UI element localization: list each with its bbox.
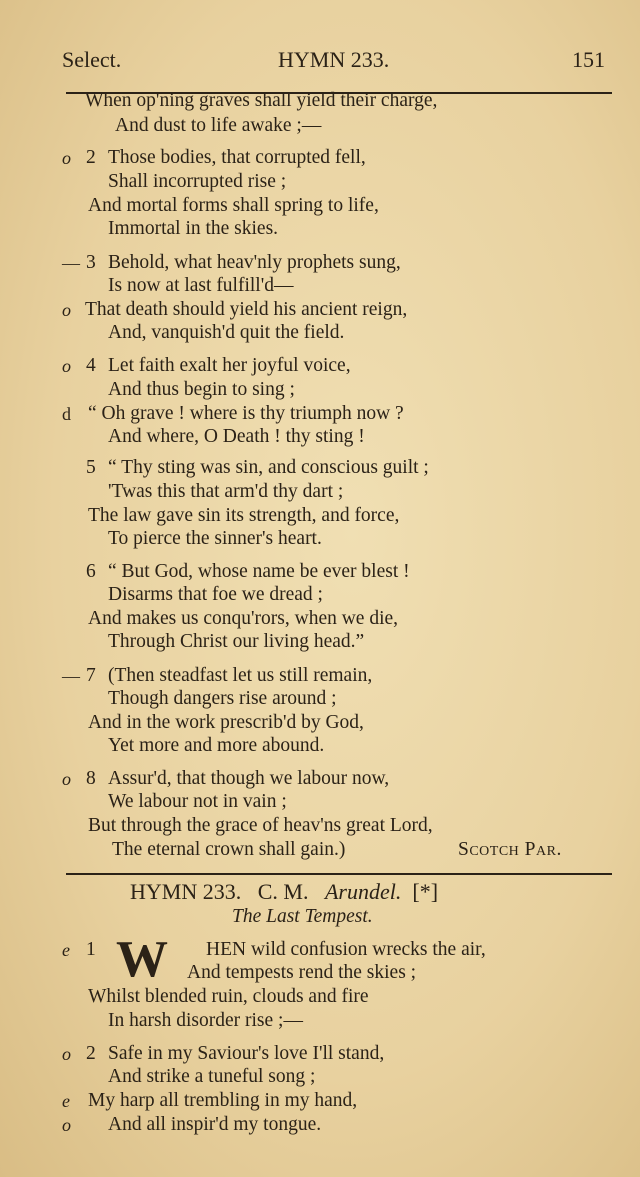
verse-line: Behold, what heav'nly prophets sung, [108, 252, 401, 273]
attribution: Scotch Par. [458, 839, 562, 860]
verse-line: (Then steadfast let us still remain, [108, 665, 373, 686]
verse-line: Let faith exalt her joyful voice, [108, 355, 351, 376]
dynamic-marker: o [62, 356, 71, 376]
verse-line: And strike a tuneful song ; [108, 1066, 316, 1087]
dynamic-marker: o [62, 148, 71, 168]
verse-line: But through the grace of heav'ns great Lord, [88, 815, 433, 836]
dynamic-marker: e [62, 940, 70, 960]
verse-line: And all inspir'd my tongue. [108, 1114, 322, 1135]
verse-number: 8 [86, 768, 96, 789]
verse-number: 7 [86, 665, 96, 686]
verse-line: When op'ning graves shall yield their charge, [85, 90, 438, 111]
verse-line: HEN wild confusion wrecks the air, [206, 939, 486, 960]
section-label: Select. [62, 47, 122, 72]
verse-number: 6 [86, 561, 96, 582]
drop-cap: W [116, 931, 168, 988]
verse-line: The law gave sin its strength, and force, [88, 505, 400, 526]
verse-number: 3 [86, 252, 96, 273]
verse-line: 'Twas this that arm'd thy dart ; [108, 481, 344, 502]
verse-line: And dust to life awake ;— [115, 115, 322, 136]
page-number: 151 [572, 47, 605, 72]
verse-line: That death should yield his ancient reign, [85, 299, 408, 320]
verse-line: “ Thy sting was sin, and conscious guilt ; [108, 457, 429, 478]
verse-line: Safe in my Saviour's love I'll stand, [108, 1043, 385, 1064]
verse-line: We labour not in vain ; [108, 791, 287, 812]
hymn-mark: [*] [412, 879, 439, 904]
verse-line: And mortal forms shall spring to life, [88, 195, 379, 216]
verse-line: “ Oh grave ! where is thy triumph now ? [88, 403, 404, 424]
dynamic-marker: o [62, 769, 71, 789]
verse-line: Shall incorrupted rise ; [108, 171, 287, 192]
header-title: HYMN 233. [278, 47, 390, 72]
verse-line: And makes us conqu'rors, when we die, [88, 608, 399, 629]
verse-line: Disarms that foe we dread ; [108, 584, 323, 605]
verse-line: My harp all trembling in my hand, [88, 1090, 358, 1111]
verse-line: And thus begin to sing ; [108, 379, 295, 400]
verse-line: Whilst blended ruin, clouds and fire [88, 986, 369, 1007]
verse-line: The eternal crown shall gain.) [112, 839, 346, 860]
tune-name: Arundel. [324, 879, 402, 904]
verse-line: To pierce the sinner's heart. [108, 528, 322, 549]
verse-line: Assur'd, that though we labour now, [108, 768, 390, 789]
verse-number: 1 [86, 939, 96, 960]
verse-line: “ But God, whose name be ever blest ! [108, 561, 410, 582]
verse-line: And in the work prescrib'd by God, [88, 712, 364, 733]
verse-line: Yet more and more abound. [108, 735, 325, 756]
section-rule [66, 873, 612, 875]
verse-line: In harsh disorder rise ;— [108, 1010, 303, 1031]
verse-line: Through Christ our living head.” [108, 631, 365, 652]
verse-line: Immortal in the skies. [108, 218, 279, 239]
dynamic-marker: o [62, 300, 71, 320]
dynamic-marker: — [62, 666, 80, 686]
verse-number: 5 [86, 457, 96, 478]
hymn-subtitle: The Last Tempest. [232, 906, 373, 927]
hymn-heading [130, 879, 438, 905]
dynamic-marker: e [62, 1091, 70, 1111]
verse-line: Those bodies, that corrupted fell, [108, 147, 366, 168]
dynamic-marker: o [62, 1115, 71, 1135]
verse-line: And, vanquish'd quit the field. [108, 322, 345, 343]
verse-number: 4 [86, 355, 96, 376]
verse-line: And where, O Death ! thy sting ! [108, 426, 365, 447]
verse-line: Is now at last fulfill'd— [108, 275, 294, 296]
hymn-meter: C. M. [257, 879, 309, 904]
verse-line: Though dangers rise around ; [108, 688, 337, 709]
verse-number: 2 [86, 1043, 96, 1064]
dynamic-marker: — [62, 253, 80, 273]
dynamic-marker: d [62, 404, 71, 424]
hymn-number: HYMN 233. [130, 879, 242, 904]
verse-number: 2 [86, 147, 96, 168]
verse-line: And tempests rend the skies ; [187, 962, 417, 983]
dynamic-marker: o [62, 1044, 71, 1064]
